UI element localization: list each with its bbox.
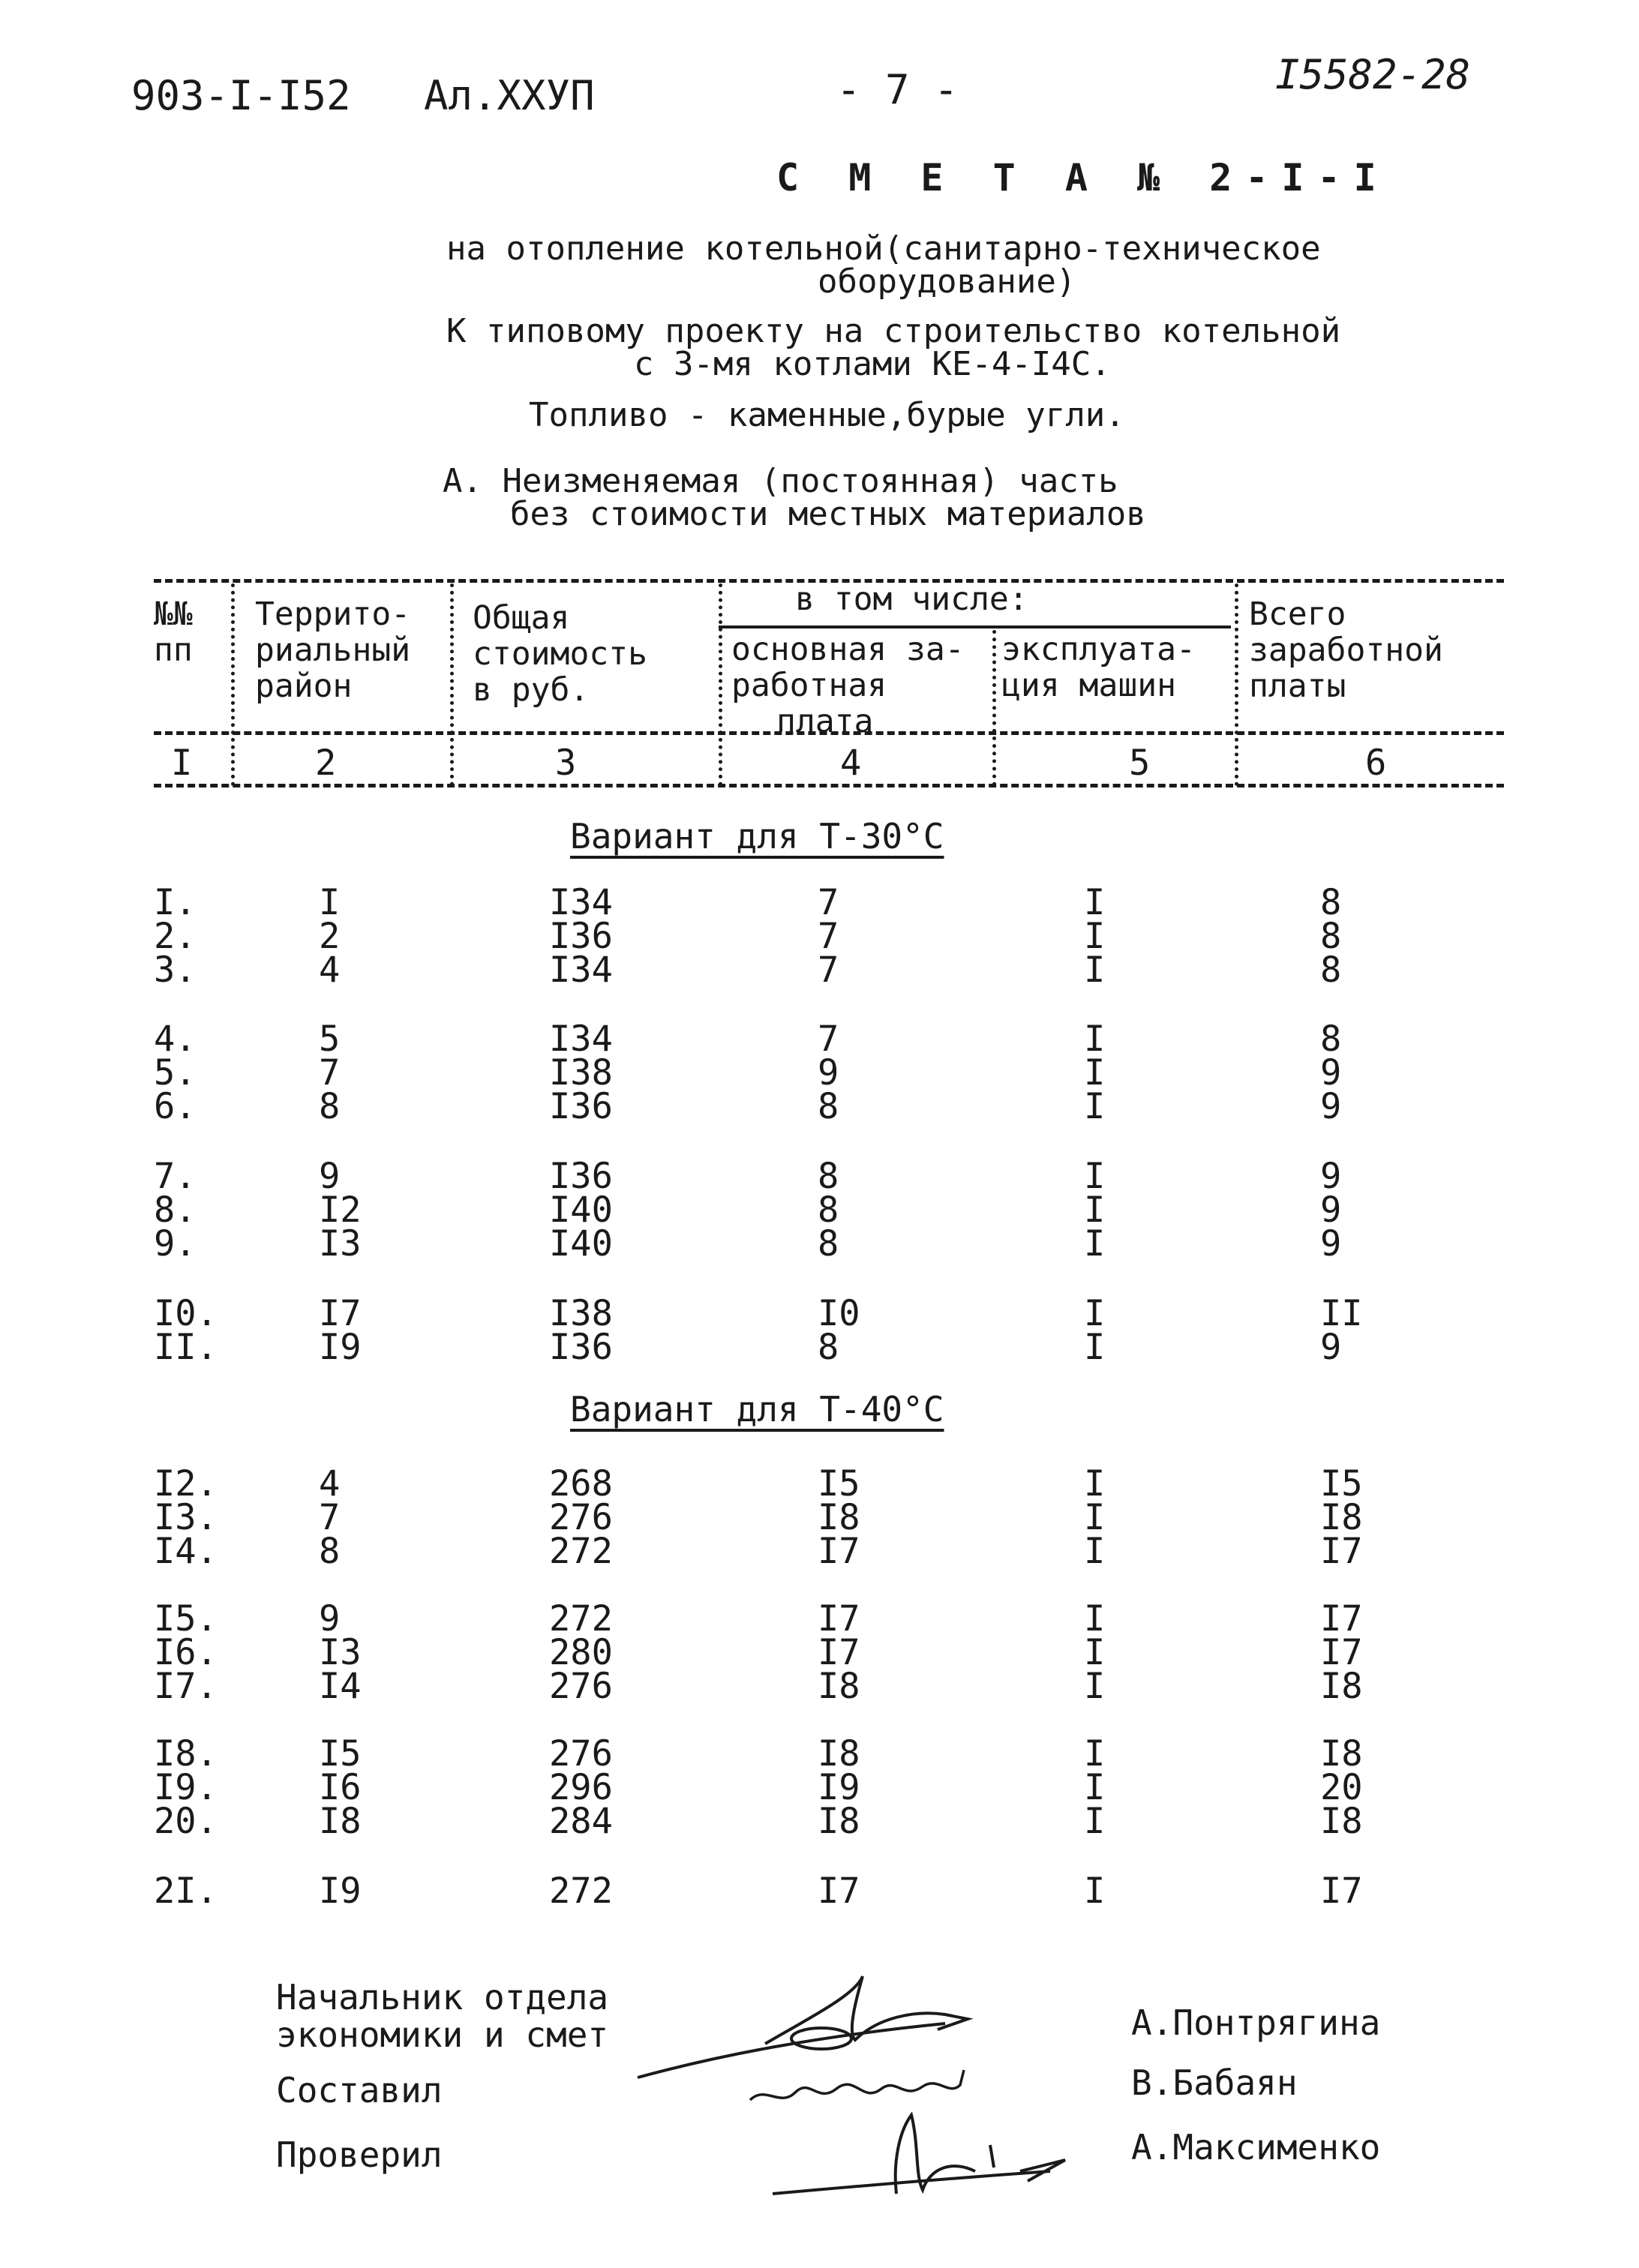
total-salary-cell: II xyxy=(1320,1293,1363,1334)
total-salary-cell: I7 xyxy=(1320,1598,1363,1640)
total-cost-cell: I40 xyxy=(549,1223,613,1264)
territorial-region-cell: 7 xyxy=(319,1052,341,1094)
section-line-1: А. Неизменяемая (постоянная) часть xyxy=(443,462,1118,500)
machine-operation-cell: I xyxy=(1084,1463,1106,1504)
basic-salary-cell: I8 xyxy=(818,1497,860,1538)
total-salary-cell: 9 xyxy=(1320,1052,1342,1094)
territorial-region-cell: I5 xyxy=(319,1733,362,1774)
total-salary-cell: I5 xyxy=(1320,1463,1363,1504)
row-index-cell: I2. xyxy=(154,1463,218,1504)
machine-operation-cell: I xyxy=(1084,1293,1106,1334)
basic-salary-cell: I0 xyxy=(818,1293,860,1334)
machine-operation-cell: I xyxy=(1084,1052,1106,1094)
territorial-region-cell: I9 xyxy=(319,1870,362,1912)
col-number: 2 xyxy=(315,742,337,784)
territorial-region-cell: I9 xyxy=(319,1327,362,1368)
column-numbers-border xyxy=(154,784,1504,788)
total-salary-cell: I7 xyxy=(1320,1632,1363,1673)
machine-operation-cell: I xyxy=(1084,1801,1106,1842)
name-maksimenko: А.Максименко xyxy=(1131,2127,1381,2168)
machine-operation-cell: I xyxy=(1084,1327,1106,1368)
total-salary-cell: I7 xyxy=(1320,1531,1363,1572)
basic-salary-cell: 7 xyxy=(818,950,839,991)
name-pontryagina: А.Понтрягина xyxy=(1131,2002,1381,2043)
machine-operation-cell: I xyxy=(1084,1018,1106,1060)
total-cost-cell: 276 xyxy=(549,1497,613,1538)
row-index-cell: 20. xyxy=(154,1801,218,1842)
territorial-region-cell: I3 xyxy=(319,1632,362,1673)
header-col2: Террито- риальный район xyxy=(255,596,411,705)
header-col6: Всего заработной платы xyxy=(1249,596,1443,705)
total-cost-cell: I38 xyxy=(549,1293,613,1334)
fuel-line: Топливо - каменные,бурые угли. xyxy=(529,396,1125,434)
total-salary-cell: I7 xyxy=(1320,1870,1363,1912)
total-cost-cell: I36 xyxy=(549,1327,613,1368)
territorial-region-cell: 8 xyxy=(319,1086,341,1127)
table-row xyxy=(0,1223,1639,1264)
total-cost-cell: 276 xyxy=(549,1666,613,1707)
table-row xyxy=(0,1870,1639,1912)
territorial-region-cell: 9 xyxy=(319,1598,341,1640)
row-index-cell: 2I. xyxy=(154,1870,218,1912)
basic-salary-cell: I5 xyxy=(818,1463,860,1504)
basic-salary-cell: 7 xyxy=(818,1018,839,1060)
total-cost-cell: I38 xyxy=(549,1052,613,1094)
territorial-region-cell: I4 xyxy=(319,1666,362,1707)
variant-title-30: Вариант для Т-30°С xyxy=(570,816,944,856)
row-index-cell: 9. xyxy=(154,1223,197,1264)
total-salary-cell: 9 xyxy=(1320,1190,1342,1231)
row-index-cell: I6. xyxy=(154,1632,218,1673)
col-number: 6 xyxy=(1365,742,1387,784)
row-index-cell: I4. xyxy=(154,1531,218,1572)
basic-salary-cell: 8 xyxy=(818,1156,839,1197)
territorial-region-cell: 5 xyxy=(319,1018,341,1060)
basic-salary-cell: 8 xyxy=(818,1086,839,1127)
table-row xyxy=(0,1666,1639,1707)
total-cost-cell: 272 xyxy=(549,1870,613,1912)
machine-operation-cell: I xyxy=(1084,950,1106,991)
variant-title-40: Вариант для Т-40°С xyxy=(570,1389,944,1430)
total-salary-cell: I8 xyxy=(1320,1497,1363,1538)
col-number: 5 xyxy=(1129,742,1151,784)
territorial-region-cell: I xyxy=(319,882,341,923)
total-salary-cell: 9 xyxy=(1320,1086,1342,1127)
estimate-title: С М Е Т А № 2-I-I xyxy=(776,156,1390,200)
row-index-cell: I0. xyxy=(154,1293,218,1334)
role-head-of-department: Начальник отдела экономики и смет xyxy=(276,1977,609,2055)
table-row xyxy=(0,1327,1639,1368)
header-col5: эксплуата- ция машин xyxy=(1001,631,1196,704)
total-salary-cell: 20 xyxy=(1320,1767,1363,1808)
machine-operation-cell: I xyxy=(1084,1632,1106,1673)
total-cost-cell: 276 xyxy=(549,1733,613,1774)
machine-operation-cell: I xyxy=(1084,1086,1106,1127)
machine-operation-cell: I xyxy=(1084,882,1106,923)
total-salary-cell: 8 xyxy=(1320,950,1342,991)
column-separator xyxy=(231,584,235,786)
document-number: I5582-28 xyxy=(1275,51,1471,98)
album-number: Ал.XXУП xyxy=(424,72,595,119)
role-checked-by: Проверил xyxy=(276,2134,443,2175)
total-cost-cell: 280 xyxy=(549,1632,613,1673)
total-salary-cell: 8 xyxy=(1320,1018,1342,1060)
total-salary-cell: I8 xyxy=(1320,1666,1363,1707)
machine-operation-cell: I xyxy=(1084,1223,1106,1264)
machine-operation-cell: I xyxy=(1084,1870,1106,1912)
machine-operation-cell: I xyxy=(1084,1190,1106,1231)
machine-operation-cell: I xyxy=(1084,916,1106,957)
row-index-cell: 2. xyxy=(154,916,197,957)
total-cost-cell: I34 xyxy=(549,882,613,923)
territorial-region-cell: 8 xyxy=(319,1531,341,1572)
basic-salary-cell: I9 xyxy=(818,1767,860,1808)
total-cost-cell: I36 xyxy=(549,1086,613,1127)
territorial-region-cell: I8 xyxy=(319,1801,362,1842)
territorial-region-cell: 9 xyxy=(319,1156,341,1197)
basic-salary-cell: 8 xyxy=(818,1190,839,1231)
basic-salary-cell: I7 xyxy=(818,1870,860,1912)
basic-salary-cell: I7 xyxy=(818,1632,860,1673)
territorial-region-cell: 4 xyxy=(319,1463,341,1504)
signature-maksimenko xyxy=(765,2100,1080,2220)
machine-operation-cell: I xyxy=(1084,1156,1106,1197)
title-line-2: оборудование) xyxy=(818,262,1076,301)
basic-salary-cell: 7 xyxy=(818,882,839,923)
row-index-cell: I8. xyxy=(154,1733,218,1774)
basic-salary-cell: 8 xyxy=(818,1223,839,1264)
row-index-cell: II. xyxy=(154,1327,218,1368)
machine-operation-cell: I xyxy=(1084,1598,1106,1640)
total-salary-cell: I8 xyxy=(1320,1801,1363,1842)
basic-salary-cell: I8 xyxy=(818,1666,860,1707)
row-index-cell: I3. xyxy=(154,1497,218,1538)
basic-salary-cell: 7 xyxy=(818,916,839,957)
territorial-region-cell: I7 xyxy=(319,1293,362,1334)
total-cost-cell: 296 xyxy=(549,1767,613,1808)
total-cost-cell: I40 xyxy=(549,1190,613,1231)
table-row xyxy=(0,1531,1639,1572)
total-cost-cell: I36 xyxy=(549,1156,613,1197)
page-number: - 7 - xyxy=(836,66,959,113)
row-index-cell: I9. xyxy=(154,1767,218,1808)
header-col3: Общая стоимость в руб. xyxy=(473,599,647,709)
row-index-cell: 3. xyxy=(154,950,197,991)
name-babayan: В.Бабаян xyxy=(1131,2062,1298,2103)
title-line-1: на отопление котельной(санитарно-техническое xyxy=(446,230,1321,268)
table-row xyxy=(0,950,1639,991)
machine-operation-cell: I xyxy=(1084,1497,1106,1538)
column-separator xyxy=(450,584,454,786)
row-index-cell: 4. xyxy=(154,1018,197,1060)
territorial-region-cell: 2 xyxy=(319,916,341,957)
col-number: 3 xyxy=(555,742,577,784)
total-salary-cell: 9 xyxy=(1320,1327,1342,1368)
row-index-cell: I. xyxy=(154,882,197,923)
column-separator xyxy=(719,584,722,786)
row-index-cell: I7. xyxy=(154,1666,218,1707)
table-row xyxy=(0,1086,1639,1127)
basic-salary-cell: I8 xyxy=(818,1733,860,1774)
header-col4: основная за- работная плата xyxy=(731,631,965,740)
column-separator xyxy=(992,630,996,786)
project-code: 903-I-I52 xyxy=(131,72,351,119)
basic-salary-cell: I8 xyxy=(818,1801,860,1842)
territorial-region-cell: 4 xyxy=(319,950,341,991)
row-index-cell: 6. xyxy=(154,1086,197,1127)
total-cost-cell: I34 xyxy=(549,950,613,991)
title-line-4: с 3-мя котлами КЕ-4-I4С. xyxy=(634,345,1111,383)
total-cost-cell: 268 xyxy=(549,1463,613,1504)
title-line-3: К типовому проекту на строительство котельной xyxy=(446,312,1341,350)
section-line-2: без стоимости местных материалов xyxy=(510,495,1146,533)
basic-salary-cell: I7 xyxy=(818,1531,860,1572)
row-index-cell: 5. xyxy=(154,1052,197,1094)
col-number: 4 xyxy=(840,742,862,784)
total-cost-cell: I34 xyxy=(549,1018,613,1060)
machine-operation-cell: I xyxy=(1084,1767,1106,1808)
basic-salary-cell: 9 xyxy=(818,1052,839,1094)
group-underline xyxy=(719,626,1231,628)
total-cost-cell: I36 xyxy=(549,916,613,957)
territorial-region-cell: I3 xyxy=(319,1223,362,1264)
header-col1: №№ пп xyxy=(154,596,193,669)
basic-salary-cell: I7 xyxy=(818,1598,860,1640)
total-salary-cell: 8 xyxy=(1320,916,1342,957)
total-cost-cell: 284 xyxy=(549,1801,613,1842)
territorial-region-cell: 7 xyxy=(319,1497,341,1538)
total-salary-cell: 8 xyxy=(1320,882,1342,923)
territorial-region-cell: I2 xyxy=(319,1190,362,1231)
territorial-region-cell: I6 xyxy=(319,1767,362,1808)
table-row xyxy=(0,1801,1639,1842)
total-salary-cell: I8 xyxy=(1320,1733,1363,1774)
total-cost-cell: 272 xyxy=(549,1598,613,1640)
total-cost-cell: 272 xyxy=(549,1531,613,1572)
machine-operation-cell: I xyxy=(1084,1531,1106,1572)
total-salary-cell: 9 xyxy=(1320,1223,1342,1264)
row-index-cell: I5. xyxy=(154,1598,218,1640)
machine-operation-cell: I xyxy=(1084,1666,1106,1707)
column-separator xyxy=(1235,584,1238,786)
header-group: в том числе: xyxy=(795,580,1028,618)
machine-operation-cell: I xyxy=(1084,1733,1106,1774)
total-salary-cell: 9 xyxy=(1320,1156,1342,1197)
col-number: I xyxy=(171,742,193,784)
row-index-cell: 8. xyxy=(154,1190,197,1231)
row-index-cell: 7. xyxy=(154,1156,197,1197)
basic-salary-cell: 8 xyxy=(818,1327,839,1368)
role-compiled-by: Составил xyxy=(276,2070,443,2110)
